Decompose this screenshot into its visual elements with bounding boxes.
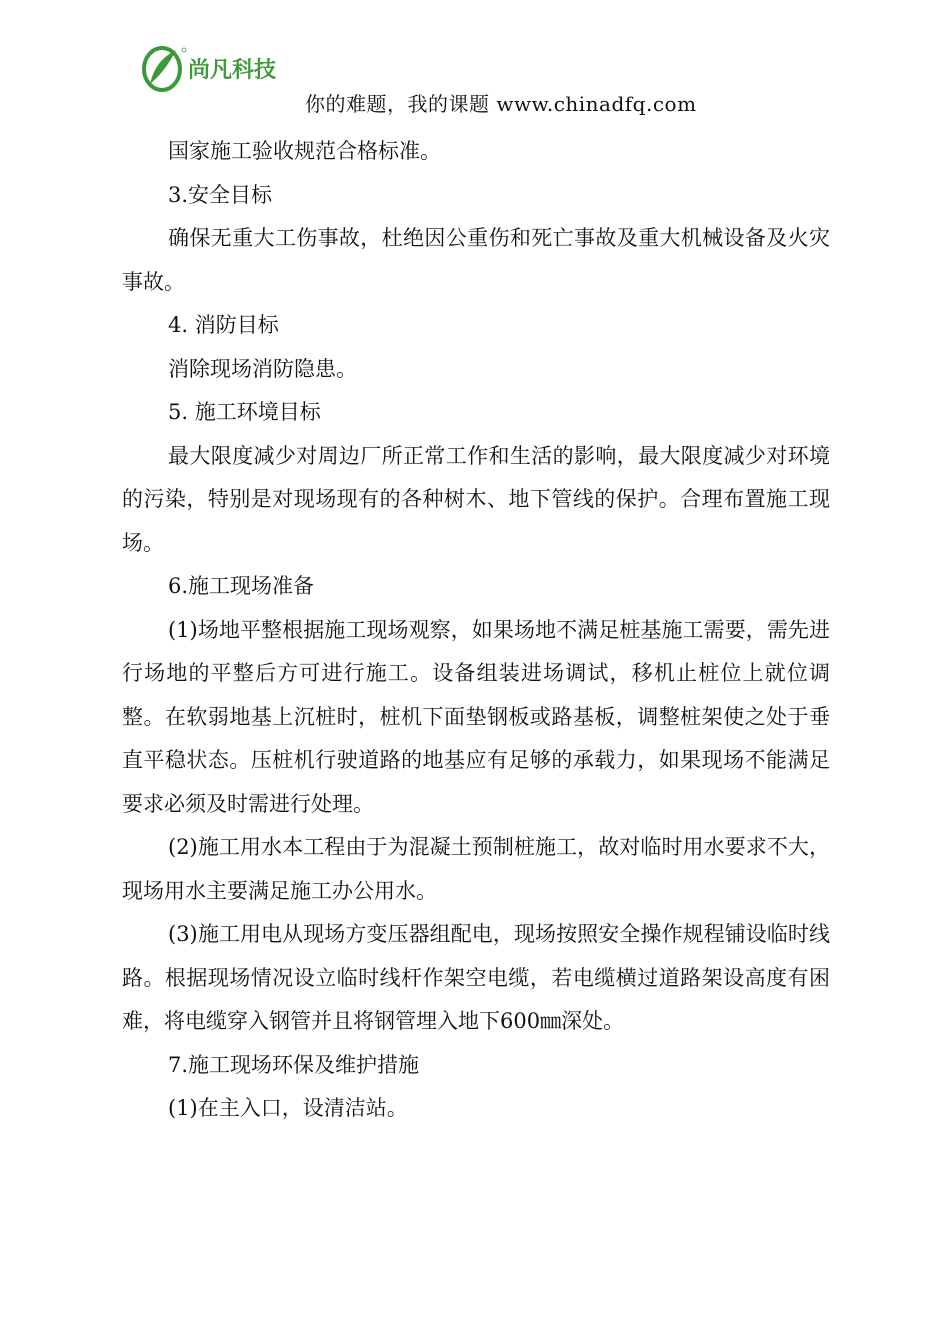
paragraph-environment-goal: 最大限度减少对周边厂所正常工作和生活的影响，最大限度减少对环境的污染，特别是对现场现有的各种树木、地下管线的保护。合理布置施工现场。 — [122, 443, 830, 555]
heading-safety-goal: 3.安全目标 — [168, 182, 273, 207]
paragraph-safety-goal: 确保无重大工伤事故，杜绝因公重伤和死亡事故及重大机械设备及火灾事故。 — [122, 226, 830, 294]
logo-text: 尚凡科技 — [188, 58, 277, 83]
heading-fire-goal: 4. 消防目标 — [168, 313, 279, 337]
heading-site-preparation: 6.施工现场准备 — [168, 574, 315, 598]
paragraph-power-supply: (3)施工用电从现场方变压器组配电，现场按照安全操作规程铺设临时线路。根据现场情况设立临时线杆作架空电缆，若电缆横过道路架设高度有困难，将电缆穿入钢管并且将钢管埋入地下600㎜深处。 — [122, 922, 830, 1033]
header-tagline: 你的难题，我的课题 www.chinadfq.com — [305, 92, 697, 116]
paragraph-cleaning-station: (1)在主入口，设清洁站。 — [168, 1096, 408, 1120]
logo-leaf-icon — [140, 44, 300, 94]
company-logo — [140, 44, 300, 94]
paragraph-site-leveling: (1)场地平整根据施工现场观察，如果场地不满足桩基施工需要，需先进行场地的平整后方可进行施工。设备组装进场调试，移机止桩位上就位调整。在软弱地基上沉桩时，桩机下面垫钢板或路基板，调整桩架使之处于垂直平稳状态。压桩机行驶道路的地基应有足够的承载力，如果现场不能满足要求必须及时需进行处理。 — [122, 617, 830, 816]
paragraph-fire-goal: 消除现场消防隐患。 — [168, 356, 357, 381]
heading-environmental-measures: 7.施工现场环保及维护措施 — [168, 1052, 420, 1077]
paragraph-water-supply: (2)施工用水本工程由于为混凝土预制桩施工，故对临时用水要求不大，现场用水主要满足施工办公用水。 — [122, 835, 830, 903]
document-body — [122, 130, 830, 1131]
heading-environment-goal: 5. 施工环境目标 — [168, 400, 321, 424]
paragraph-acceptance-standard: 国家施工验收规范合格标准。 — [168, 139, 441, 163]
